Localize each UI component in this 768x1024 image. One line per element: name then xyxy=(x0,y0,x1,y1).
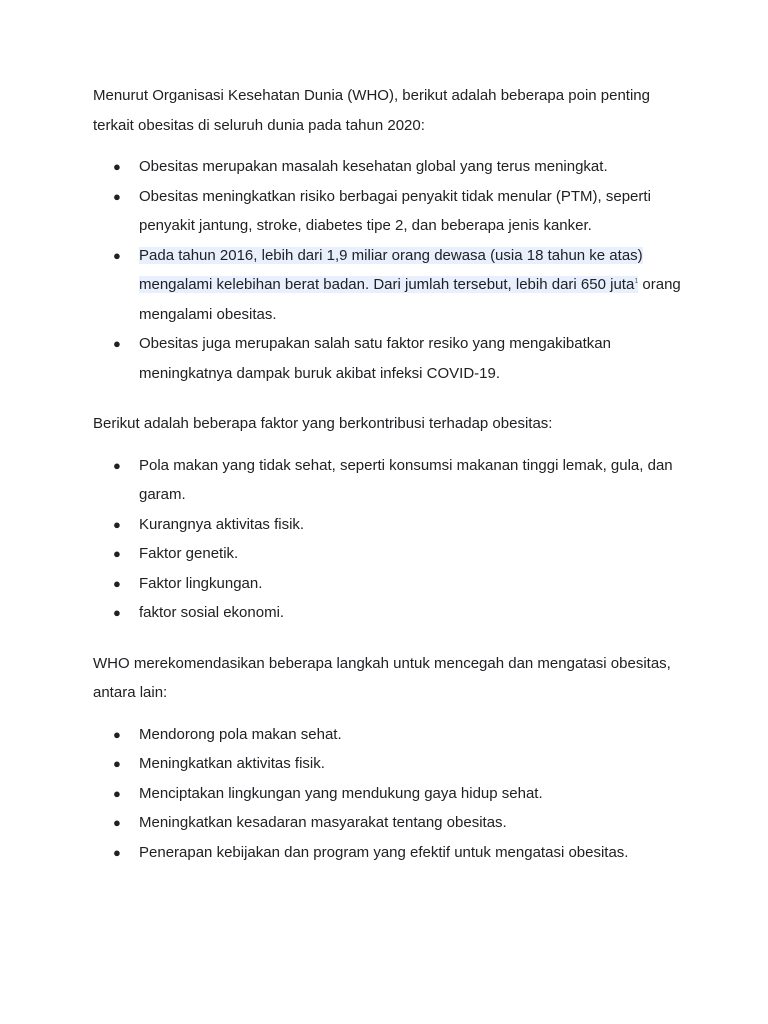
bullet-icon: ● xyxy=(113,457,121,473)
recommendations-intro-paragraph: WHO merekomendasikan beberapa langkah untuk mencegah dan mengatasi obesitas, antara lain: xyxy=(93,654,671,701)
bullet-icon: ● xyxy=(113,188,121,204)
list-item-text: Obesitas meningkatkan risiko berbagai penyakit tidak menular (PTM), seperti penyakit jantung, stroke, diabetes tipe 2, dan beberapa jenis kanker. xyxy=(139,187,651,234)
list-item-text: Obesitas merupakan masalah kesehatan global yang terus meningkat. xyxy=(139,158,608,175)
bullet-icon: ● xyxy=(113,247,121,263)
bullet-icon: ● xyxy=(113,726,121,742)
list-item xyxy=(93,539,683,569)
list-item-text-rest: orang mengalami obesitas. xyxy=(139,276,681,323)
bullet-icon: ● xyxy=(113,159,121,174)
list-item xyxy=(93,510,683,540)
list-item xyxy=(93,569,683,599)
list-item xyxy=(93,808,683,838)
bullet-icon: ● xyxy=(113,756,121,771)
list-item-text: Faktor genetik. xyxy=(139,545,239,562)
list-item-text: Menciptakan lingkungan yang mendukung gaya hidup sehat. xyxy=(139,784,543,802)
highlighted-text-content: Pada tahun 2016, lebih dari 1,9 miliar orang dewasa (usia 18 tahun ke atas) mengalami kelebihan berat badan. Dari jumlah tersebut, lebih dari 650 juta xyxy=(139,246,643,293)
list-item xyxy=(93,329,683,388)
list-item xyxy=(93,152,683,182)
list-item xyxy=(93,749,683,779)
bullet-icon: ● xyxy=(113,844,121,860)
list-item-text: Faktor lingkungan. xyxy=(139,574,263,592)
highlighted-text[interactable] xyxy=(139,247,643,294)
list-item-highlighted xyxy=(93,241,683,330)
facts-list xyxy=(93,152,683,388)
document-body xyxy=(93,81,683,888)
list-item-text: Penerapan kebijakan dan program yang efektif untuk mengatasi obesitas. xyxy=(139,843,629,861)
list-item xyxy=(93,598,683,628)
recommendations-list xyxy=(93,720,683,868)
list-item-text: Mendorong pola makan sehat. xyxy=(139,725,342,743)
footnote-marker[interactable]: 1 xyxy=(634,278,639,285)
list-item xyxy=(93,838,683,868)
bullet-icon: ● xyxy=(113,575,121,591)
factors-list xyxy=(93,451,683,628)
list-item-text: Kurangnya aktivitas fisik. xyxy=(139,515,305,533)
list-item-text: Obesitas juga merupakan salah satu faktor resiko yang mengakibatkan meningkatnya dampak buruk akibat infeksi COVID-19. xyxy=(139,335,611,382)
bullet-icon: ● xyxy=(113,815,121,830)
list-item-text: Pola makan yang tidak sehat, seperti konsumsi makanan tinggi lemak, gula, dan garam. xyxy=(139,456,673,503)
bullet-icon: ● xyxy=(113,516,121,532)
bullet-icon: ● xyxy=(113,336,121,351)
factors-intro-paragraph: Berikut adalah beberapa faktor yang berkontribusi terhadap obesitas: xyxy=(93,415,553,432)
list-item xyxy=(93,720,683,750)
list-item-text: faktor sosial ekonomi. xyxy=(139,604,285,621)
list-item-text: Meningkatkan kesadaran masyarakat tentang obesitas. xyxy=(139,814,507,831)
list-item xyxy=(93,451,683,510)
bullet-icon: ● xyxy=(113,546,121,561)
list-item-text: Meningkatkan aktivitas fisik. xyxy=(139,755,325,772)
list-item xyxy=(93,182,683,241)
bullet-icon: ● xyxy=(113,785,121,801)
bullet-icon: ● xyxy=(113,605,121,620)
list-item xyxy=(93,779,683,809)
intro-paragraph: Menurut Organisasi Kesehatan Dunia (WHO), berikut adalah beberapa poin penting terkait obesitas di seluruh dunia pada tahun 2020: xyxy=(93,87,650,134)
